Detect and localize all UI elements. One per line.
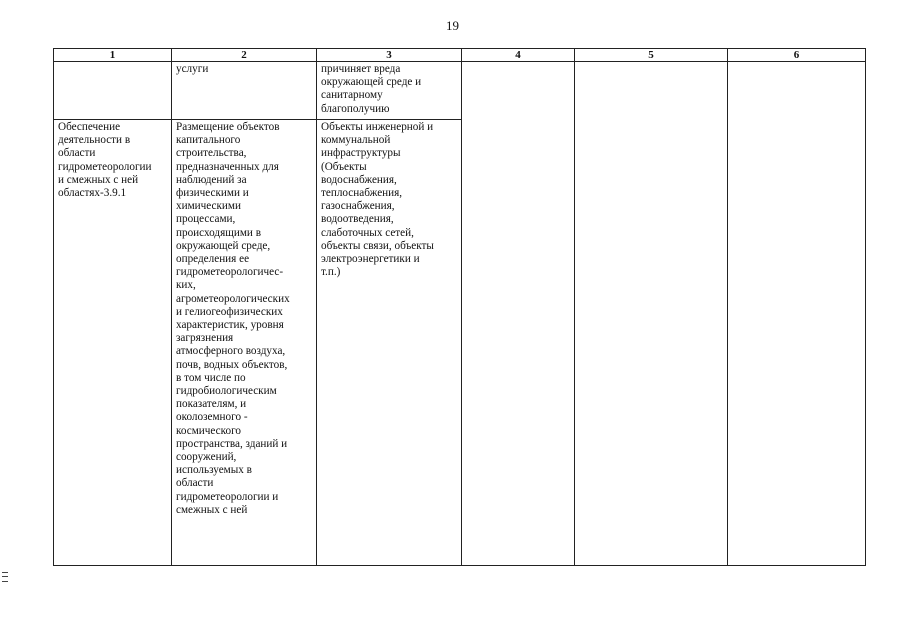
cell-text: Размещение объектов капитального строительства, предназначенных для наблюдений за физическими и химическими процессами, происходящими в окружающей среде, определения ее гидрометеорологичес- ких, агрометеорологических и гелиогеофизических характеристик, уровня загрязнения атмосферного воздуха, почв, водных объектов, в том числе по гидробиологическим показателям, и околоземного - космического пространства, зданий и сооружений, используемых в области гидрометеорологии и смежных с ней [176, 121, 290, 516]
cell-text: услуги [176, 63, 209, 75]
table-cell [54, 120, 172, 566]
table-cell [172, 120, 317, 566]
cell-text: Обеспечение деятельности в области гидрометеорологии и смежных с ней областях-3.9.1 [58, 121, 152, 200]
table-cell-empty [462, 62, 575, 566]
column-header-3: 3 [317, 49, 462, 62]
column-header-5: 5 [575, 49, 728, 62]
column-header-4: 4 [462, 49, 575, 62]
column-header-1: 1 [54, 49, 172, 62]
table-cell [317, 120, 462, 566]
table-cell [317, 62, 462, 120]
table-cell [172, 62, 317, 120]
column-header-6: 6 [728, 49, 866, 62]
table-row [54, 62, 866, 120]
table-header-row [54, 49, 866, 62]
column-header-2: 2 [172, 49, 317, 62]
land-use-table [53, 48, 866, 566]
table-cell-empty [575, 62, 728, 566]
cell-text: причиняет вреда окружающей среде и санитарному благополучию [321, 63, 422, 115]
page-number: 19 [446, 18, 459, 33]
table-cell-empty [728, 62, 866, 566]
table-cell [54, 62, 172, 120]
cell-text: Объекты инженерной и коммунальной инфраструктуры (Объекты водоснабжения, теплоснабжения, газоснабжения, водоотведения, слаботочных сетей, объекты связи, объекты электроэнергетики и т.п.) [321, 121, 434, 279]
margin-mark [2, 572, 8, 582]
